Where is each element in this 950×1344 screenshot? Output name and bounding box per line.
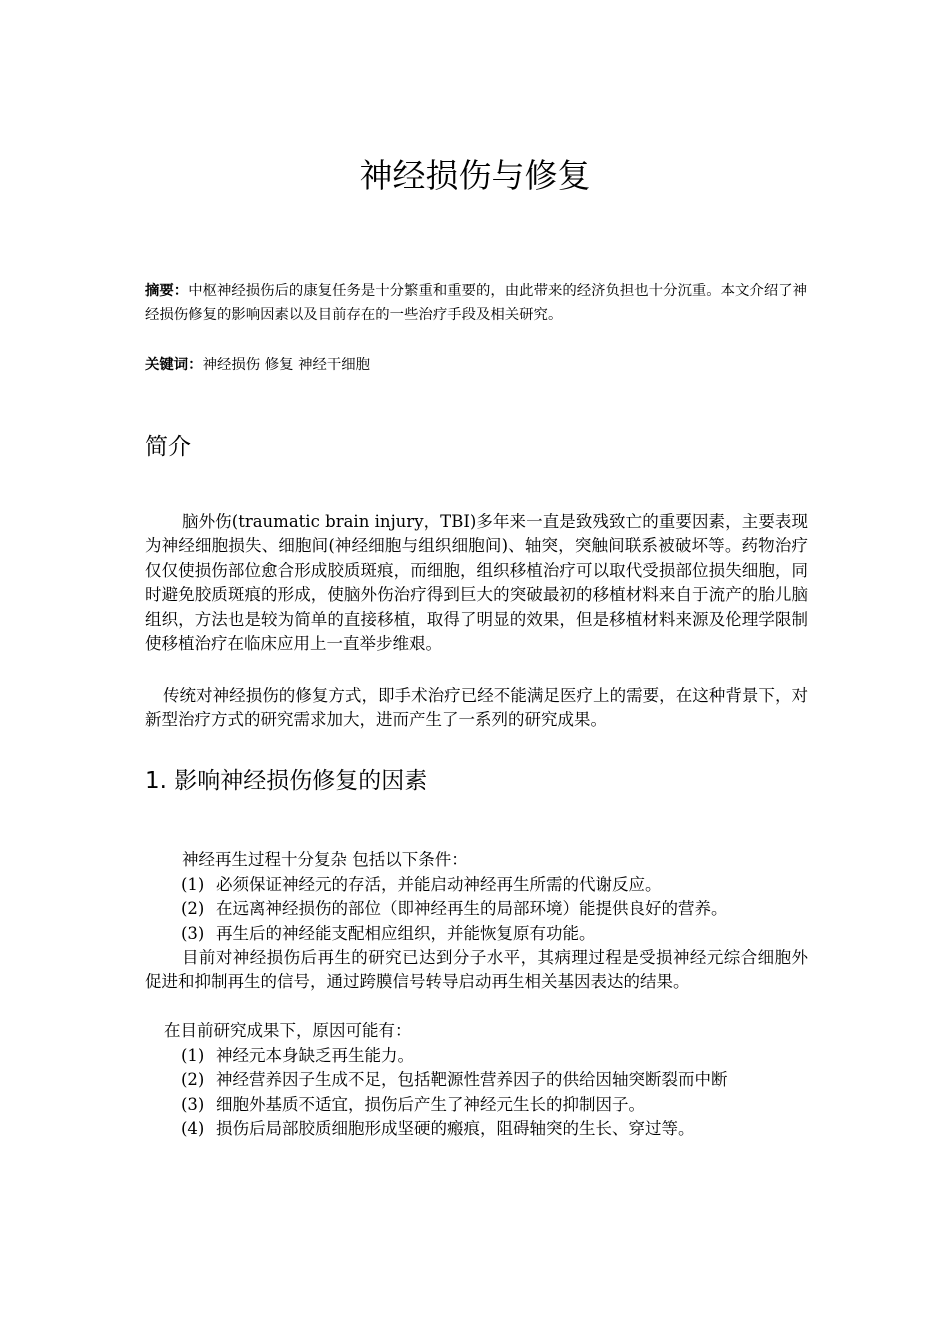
- list-item-text: 神经元本身缺乏再生能力。: [216, 1046, 414, 1065]
- list-item-text: 细胞外基质不适宜，损伤后产生了神经元生长的抑制因子。: [216, 1094, 645, 1114]
- list-item-number: (3): [181, 923, 205, 943]
- list-item: [181, 1093, 821, 1117]
- causes-lead: 在目前研究成果下，原因可能有：: [164, 1021, 412, 1040]
- list-item: [181, 897, 821, 921]
- intro-paragraph-1: 脑外伤(traumatic brain injury，TBI)多年来一直是致残致亡的重要因素，主要表现为神经细胞损失、细胞间(神经细胞与组织细胞间)、轴突，突触间联系被破坏等。药物治疗仅仅使损伤部位愈合形成胶质斑痕，而细胞，组织移植治疗可以取代受损部位损失细胞，同时避免胶质斑痕的形成，使脑外伤治疗得到巨大的突破最初的移植材料来自于流产的胎儿脑组织，方法也是较为简单的直接移植，取得了明显的效果，但是移植材料来源及伦理学限制使移植治疗在临床应用上一直举步维艰。: [145, 512, 808, 654]
- conditions-list: [181, 873, 821, 946]
- keywords-label: 关键词：: [145, 357, 203, 373]
- list-item-text: 再生后的神经能支配相应组织，并能恢复原有功能。: [216, 923, 596, 943]
- abstract: [145, 279, 810, 327]
- section-1-heading: 1. 影响神经损伤修复的因素: [145, 768, 428, 794]
- list-item-number: (3): [181, 1094, 205, 1114]
- pathology-paragraph: 目前对神经损伤后再生的研究已达到分子水平，其病理过程是受损神经元综合细胞外促进和抑制再生的信号，通过跨膜信号转导启动再生相关基因表达的结果。: [145, 948, 808, 992]
- list-item-number: (2): [181, 899, 205, 919]
- list-item: [181, 1068, 821, 1092]
- intro-paragraph-2: 传统对神经损伤的修复方式，即手术治疗已经不能满足医疗上的需要，在这种背景下，对新型治疗方式的研究需求加大，进而产生了一系列的研究成果。: [145, 686, 808, 730]
- list-item-text: 必须保证神经元的存活，并能启动神经再生所需的代谢反应。: [216, 875, 662, 894]
- list-item-text: 在远离神经损伤的部位（即神经再生的局部环境）能提供良好的营养。: [216, 899, 728, 919]
- causes-list: [181, 1044, 821, 1142]
- keywords: [145, 353, 810, 377]
- list-item: [181, 922, 821, 946]
- list-item: [181, 1117, 821, 1141]
- list-item: [181, 873, 821, 897]
- list-item: [181, 1044, 821, 1068]
- list-item-number: (2): [181, 1070, 205, 1090]
- keywords-text: 神经损伤 修复 神经干细胞: [202, 357, 371, 373]
- list-item-number: (1): [181, 875, 205, 894]
- list-item-number: (1): [181, 1046, 205, 1065]
- abstract-text: 中枢神经损伤后的康复任务是十分繁重和重要的，由此带来的经济负担也十分沉重。本文介绍了神经损伤修复的影响因素以及目前存在的一些治疗手段及相关研究。: [145, 283, 807, 323]
- list-item-text: 神经营养因子生成不足，包括靶源性营养因子的供给因轴突断裂而中断: [216, 1070, 728, 1090]
- abstract-label: 摘要：: [145, 283, 189, 299]
- intro-heading: 简介: [145, 434, 191, 460]
- conditions-lead: 神经再生过程十分复杂 包括以下条件：: [182, 850, 468, 869]
- list-item-text: 损伤后局部胶质细胞形成坚硬的瘢痕，阻碍轴突的生长、穿过等。: [216, 1119, 695, 1139]
- list-item-number: (4): [181, 1119, 205, 1139]
- document-title: 神经损伤与修复: [359, 156, 591, 195]
